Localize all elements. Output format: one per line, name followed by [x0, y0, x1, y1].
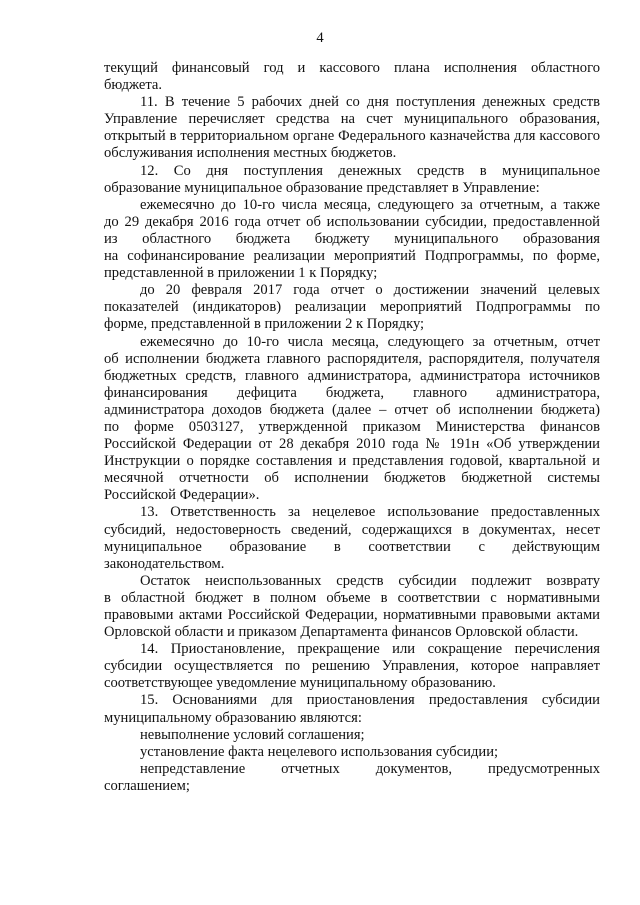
text-line: до 20 февраля 2017 года отчет о достижении значений целевых	[140, 282, 600, 299]
document-body	[104, 60, 600, 795]
text-line: муниципальное образование в соответствии с действующим	[104, 538, 600, 555]
text-line: Российской Федерации».	[104, 487, 260, 504]
text-line: 12. Со дня поступления денежных средств в муниципальное	[140, 162, 600, 179]
text-line: форме, представленной в приложении 2 к Порядку;	[104, 316, 425, 333]
text-line: Орловской области и приказом Департамента финансов Орловской области.	[104, 624, 579, 641]
text-line: до 29 декабря 2016 года отчет об использовании субсидии, предоставленной	[104, 213, 600, 230]
text-line: субсидии осуществляется по решению Управления, которое направляет	[104, 658, 600, 675]
text-line: в областной бюджет в полном объеме в соответствии с нормативными	[104, 589, 600, 606]
text-line: ежемесячно до 10-го числа месяца, следующего за отчетным, отчет	[140, 333, 600, 350]
text-line: 11. В течение 5 рабочих дней со дня поступления денежных средств	[140, 94, 600, 111]
text-line: правовыми актами Российской Федерации, нормативными правовыми актами	[104, 607, 600, 623]
text-line: субсидий, недостоверность сведений, содержащихся в документах, несет	[104, 521, 600, 538]
text-line: Остаток неиспользованных средств субсидии подлежит возврату	[140, 572, 600, 589]
text-line: обслуживания исполнения местных бюджетов.	[104, 145, 397, 162]
text-line: непредставление отчетных документов, предусмотренных	[140, 760, 600, 777]
text-line: месячной отчетности об исполнении бюджетов бюджетной системы	[104, 470, 600, 487]
text-line: из областного бюджета бюджету муниципального образования	[104, 230, 600, 247]
text-line: открытый в территориальном органе Федерального казначейства для кассового	[104, 128, 600, 145]
text-line: текущий финансовый год и кассового плана исполнения областного	[104, 60, 600, 76]
text-line: об исполнении бюджета главного распорядителя, распорядителя, получателя	[104, 350, 600, 367]
text-line: 13. Ответственность за нецелевое использование предоставленных	[140, 504, 600, 521]
text-line: финансирования дефицита бюджета, главного администратора,	[104, 384, 600, 401]
text-line: бюджетных средств, главного администратора, администратора источников	[104, 367, 600, 384]
text-line: ежемесячно до 10-го числа месяца, следующего за отчетным, а также	[140, 196, 600, 213]
text-line: администратора доходов бюджета (далее – отчет об исполнении бюджета)	[104, 401, 600, 418]
text-line: показателей (индикаторов) реализации мероприятий Подпрограммы по	[104, 299, 600, 316]
text-line: муниципальному образованию являются:	[104, 709, 362, 726]
text-line: соответствующее уведомление муниципальному образованию.	[104, 675, 496, 692]
text-line: образование муниципальное образование представляет в Управление:	[104, 179, 540, 196]
text-line: бюджета.	[104, 77, 163, 94]
text-line: 14. Приостановление, прекращение или сокращение перечисления	[140, 641, 600, 658]
text-line: соглашением;	[104, 777, 190, 794]
text-line: на софинансирование реализации мероприятий Подпрограммы, по форме,	[104, 248, 600, 265]
text-line: невыполнение условий соглашения;	[140, 726, 365, 743]
text-line: Управление перечисляет средства на счет муниципального образования,	[104, 111, 600, 128]
text-line: по форме 0503127, утвержденной приказом Министерства финансов	[104, 418, 600, 435]
text-line: законодательством.	[104, 555, 225, 572]
text-line: установление факта нецелевого использования субсидии;	[140, 743, 499, 760]
text-line: Российской Федерации от 28 декабря 2010 года № 191н «Об утверждении	[104, 436, 600, 453]
text-line: 15. Основаниями для приостановления предоставления субсидии	[140, 692, 600, 709]
page-number: 4	[316, 30, 324, 46]
text-line: Инструкции о порядке составления и представления годовой, квартальной и	[104, 453, 600, 470]
text-line: представленной в приложении 1 к Порядку;	[104, 265, 378, 282]
